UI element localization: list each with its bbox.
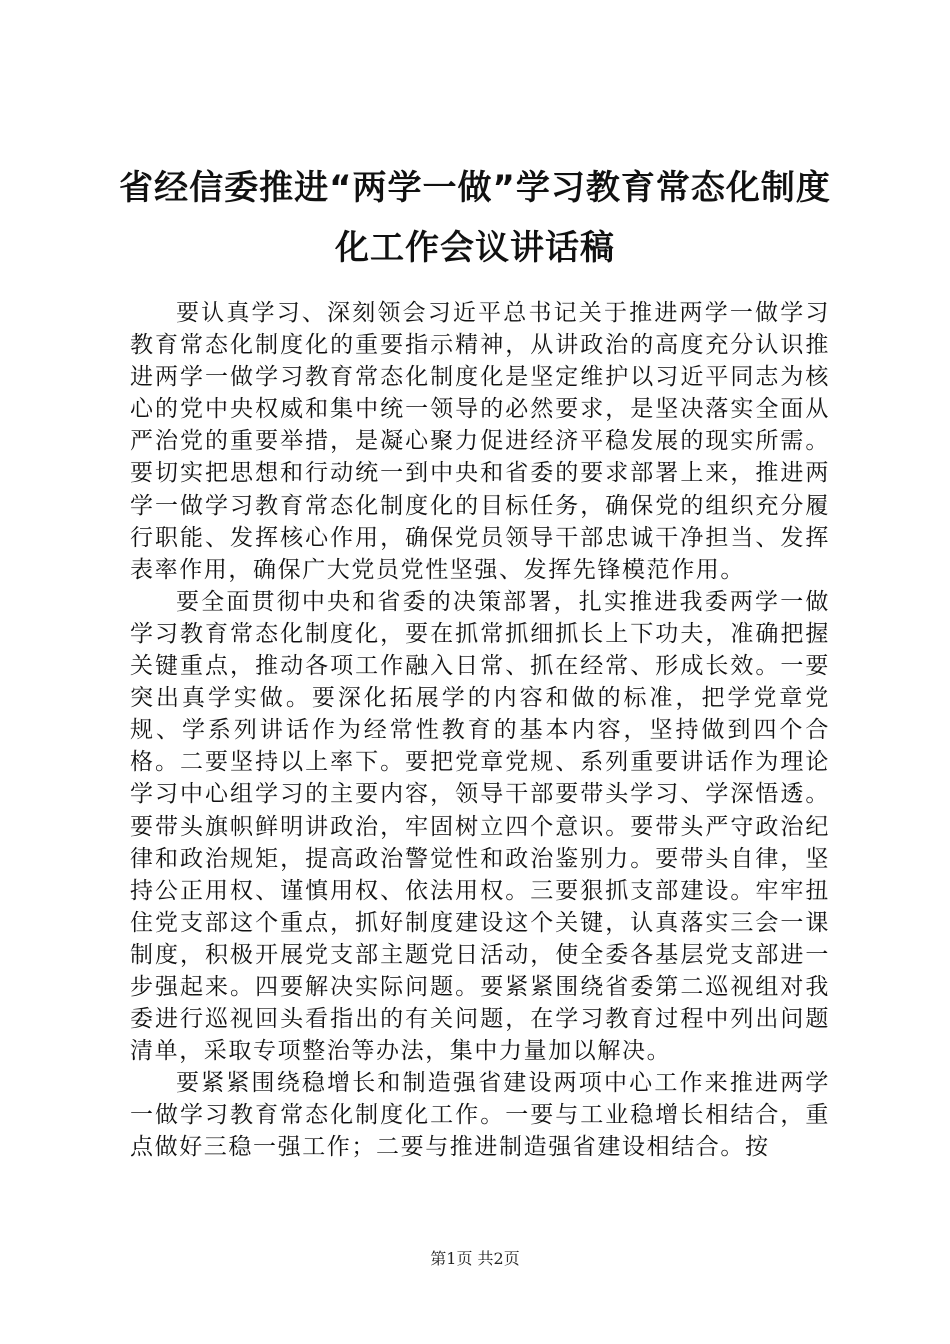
- document-title: 省经信委推进“两学一做”学习教育常态化制度化工作会议讲话稿: [119, 168, 831, 268]
- paragraph-3: 要紧紧围绕稳增长和制造强省建设两项中心工作来推进两学一做学习教育常态化制度化工作。一要与工业稳增长相结合，重点做好三稳一强工作；二要与推进制造强省建设相结合。按: [130, 1070, 830, 1161]
- paragraph-1: 要认真学习、深刻领会习近平总书记关于推进两学一做学习教育常态化制度化的重要指示精神，从讲政治的高度充分认识推进两学一做学习教育常态化制度化是坚定维护以习近平同志为核心的党中央权威和集中统一领导的必然要求，是坚决落实全面从严治党的重要举措，是凝心聚力促进经济平稳发展的现实所需。要切实把思想和行动统一到中央和省委的要求部署上来，推进两学一做学习教育常态化制度化的目标任务，确保党的组织充分履行职能、发挥核心作用，确保党员领导干部忠诚干净担当、发挥表率作用，确保广大党员党性坚强、发挥先锋模范作用。: [130, 300, 830, 583]
- page-number-footer: 第1页 共2页: [430, 1249, 520, 1268]
- paragraph-2: 要全面贯彻中央和省委的决策部署，扎实推进我委两学一做学习教育常态化制度化，要在抓常抓细抓长上下功夫，准确把握关键重点，推动各项工作融入日常、抓在经常、形成长效。一要突出真学实做。要深化拓展学的内容和做的标准，把学党章党规、学系列讲话作为经常性教育的基本内容，坚持做到四个合格。二要坚持以上率下。要把党章党规、系列重要讲话作为理论学习中心组学习的主要内容，领导干部要带头学习、学深悟透。要带头旗帜鲜明讲政治，牢固树立四个意识。要带头严守政治纪律和政治规矩，提高政治警觉性和政治鉴别力。要带头自律，坚持公正用权、谨慎用权、依法用权。三要狠抓支部建设。牢牢扭住党支部这个重点，抓好制度建设这个关键，认真落实三会一课制度，积极开展党支部主题党日活动，使全委各基层党支部进一步强起来。四要解决实际问题。要紧紧围绕省委第二巡视组对我委进行巡视回头看指出的有关问题，在学习教育过程中列出问题清单，采取专项整治等办法，集中力量加以解决。: [130, 588, 830, 1065]
- document-body: [130, 297, 830, 1164]
